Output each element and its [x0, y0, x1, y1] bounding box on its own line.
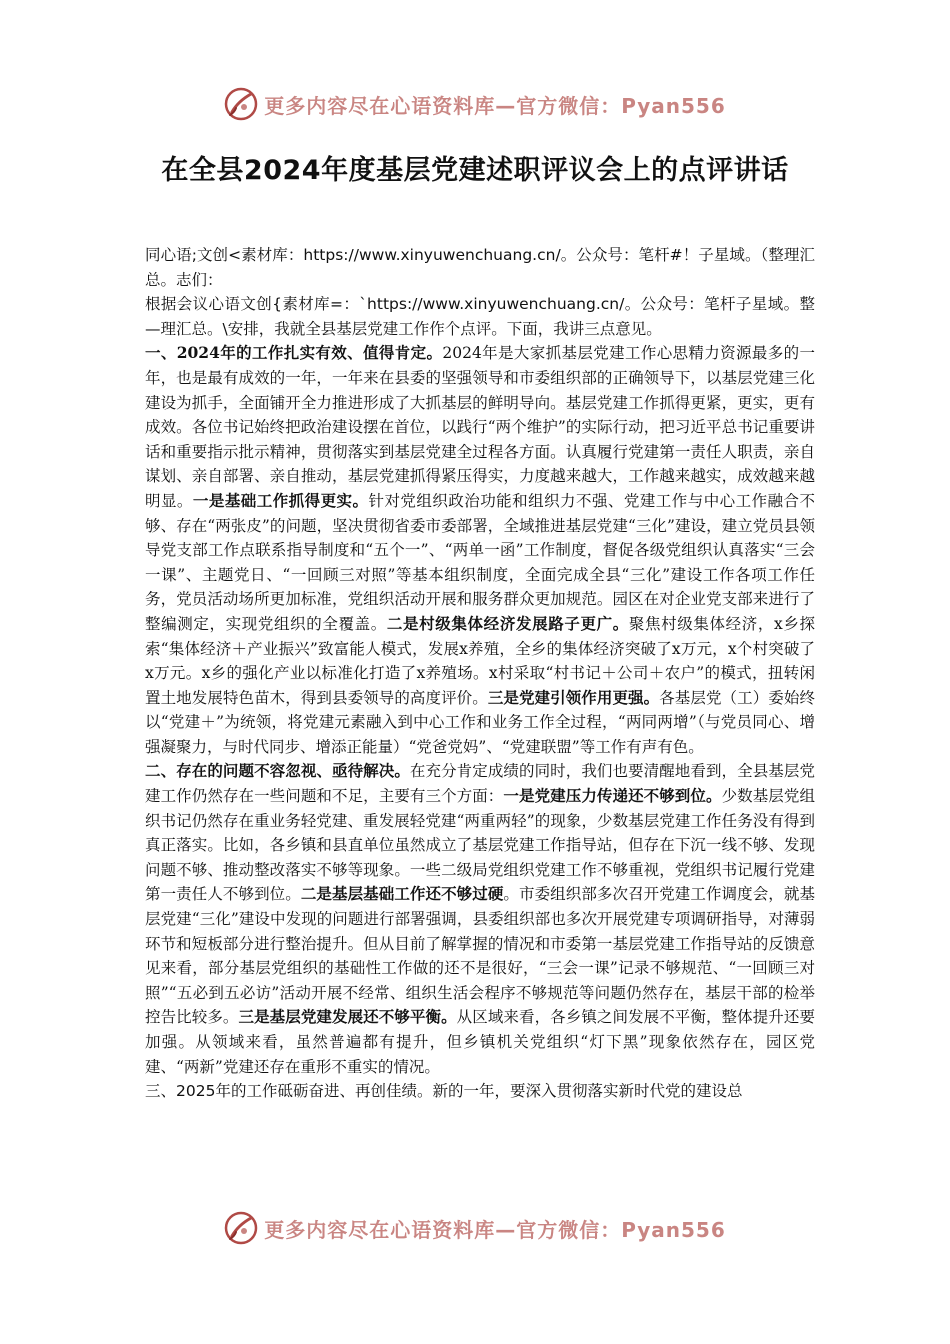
section-1-point-2-text: 聚焦村级集体经济，x乡探索“集体经济＋产业振兴”致富能人模式，发展x养殖，全乡的集体经济突破了x万元，x个村突破了x万元。x乡的强化产业以标准化打造了x养殖场。x村采取“村书记＋公司＋农户”的模式，扭转闲置土地发展特色苗木，得到县委领导的高度评价。	[145, 614, 815, 707]
section-1-point-3: 三是党建引领作用更强。	[487, 687, 660, 707]
intro-paragraph-1: 同心语;文创<素材库：https://www.xinyuwenchuang.cn/。公众号：笔杆#！子星域。（整理汇总。志们：	[145, 246, 815, 289]
footer-banner	[0, 1208, 950, 1248]
section-2-point-3: 三是基层党建发展还不够平衡。	[238, 1007, 457, 1027]
banner-text: 更多内容尽在心语资料库—官方微信：Pyan556	[264, 1217, 726, 1242]
banner-text: 更多内容尽在心语资料库—官方微信：Pyan556	[264, 93, 726, 118]
brush-logo-icon	[224, 87, 258, 121]
intro-paragraph-2: 根据会议心语文创{素材库=：`https://www.xinyuwenchuang.cn/。公众号：笔杆子星域。整—理汇总。\安排，我就全县基层党建工作作个点评。下面，我讲三点意见。	[145, 295, 815, 338]
brush-logo-icon	[224, 1211, 258, 1245]
section-1-point-1: 一是基础工作抓得更实。	[192, 490, 369, 510]
section-2-paragraph	[145, 759, 815, 1079]
section-2-point-1: 一是党建压力传递还不够到位。	[503, 786, 722, 806]
section-2-point-2-text: 。市委组织部多次召开党建工作调度会，就基层党建“三化”建设中发现的问题进行部署强调，县委组织部也多次开展党建专项调研指导，对薄弱环节和短板部分进行整治提升。但从目前了解掌握的情况和市委第一基层党建工作指导站的反馈意见来看，部分基层党组织的基础性工作做的还不是很好，“三会一课”记录不够规范、“一回顾三对照”“五必到五必访”活动开展不经常、组织生活会程序不够规范等问题仍然存在，基层干部的检举控告比较多。	[145, 885, 815, 1027]
section-1-point-2: 二是村级集体经济发展路子更广。	[386, 613, 629, 633]
section-1-text: 2024年是大家抓基层党建工作心思精力资源最多的一年，也是最有成效的一年，一年来在县委的坚强领导和市委组织部的正确领导下，以基层党建三化建设为抓手，全面铺开全力推进形成了大抓基层的鲜明导向。基层党建工作抓得更紧，更实，更有成效。各位书记始终把政治建设摆在首位，以践行“两个维护”的实际行动，把习近平总书记重要讲话和重要指示批示精神，贯彻落实到基层党建全过程各方面。认真履行党建第一责任人职责，亲自谋划、亲自部署、亲自推动，基层党建抓得紧压得实，力度越来越大，工作越来越实，成效越来越明显。	[145, 344, 815, 510]
section-2-point-3-text: 从区域来看，各乡镇之间发展不平衡，整体提升还要加强。从领域来看，虽然普遍都有提升，但乡镇机关党组织“灯下黑”现象依然存在，园区党建、“两新”党建还存在重形不重实的情况。	[145, 1008, 815, 1076]
document-title: 在全县2024年度基层党建述职评议会上的点评讲话	[161, 155, 789, 186]
section-1-point-1-text: 针对党组织政治功能和组织力不强、党建工作与中心工作融合不够、存在“两张皮”的问题，坚决贯彻省委市委部署，全域推进基层党建“三化”建设，建立党员县领导党支部工作点联系指导制度和“五个一”、“两单一函”工作制度，督促各级党组织认真落实“三会一课”、主题党日、“一回顾三对照”等基本组织制度，全面完成全县“三化”建设工作各项工作任务，党员活动场所更加标准，党组织活动开展和服务群众更加规范。园区在对企业党支部来进行了整编测定，实现党组织的全覆盖。	[145, 491, 815, 633]
header-banner	[0, 84, 950, 124]
section-2-point-2: 二是基层基础工作还不够过硬	[300, 884, 504, 904]
section-2-point-1-text: 少数基层党组织书记仍然存在重业务轻党建、重发展轻党建“两重两轻”的现象，少数基层党建工作任务没有得到真正落实。比如，各乡镇和县直单位虽然成立了基层党建工作指导站，但存在下沉一线不够、发现问题不够、推动整改落实不够等现象。一些二级局党组织党建工作不够重视，党组织书记履行党建第一责任人不够到位。	[145, 787, 815, 904]
section-1-heading: 一、2024年的工作扎实有效、值得肯定。	[145, 343, 443, 363]
section-3-paragraph: 三、2025年的工作砥砺奋进、再创佳绩。新的一年，要深入贯彻落实新时代党的建设总	[145, 1082, 743, 1101]
section-1-point-3-text: 各基层党（工）委始终以“党建＋”为统领，将党建元素融入到中心工作和业务工作全过程，“两同两增”（与党员同心、增强凝聚力，与时代同步、增添正能量）“党爸党妈”、“党建联盟”等工作有声有色。	[145, 688, 815, 756]
section-1-paragraph	[145, 341, 815, 759]
section-2-text: 在充分肯定成绩的同时，我们也要清醒地看到，全县基层党建工作仍然存在一些问题和不足，主要有三个方面：	[145, 762, 815, 806]
document-body	[145, 243, 815, 1104]
section-2-heading: 二、存在的问题不容忽视、亟待解决。	[145, 761, 410, 781]
